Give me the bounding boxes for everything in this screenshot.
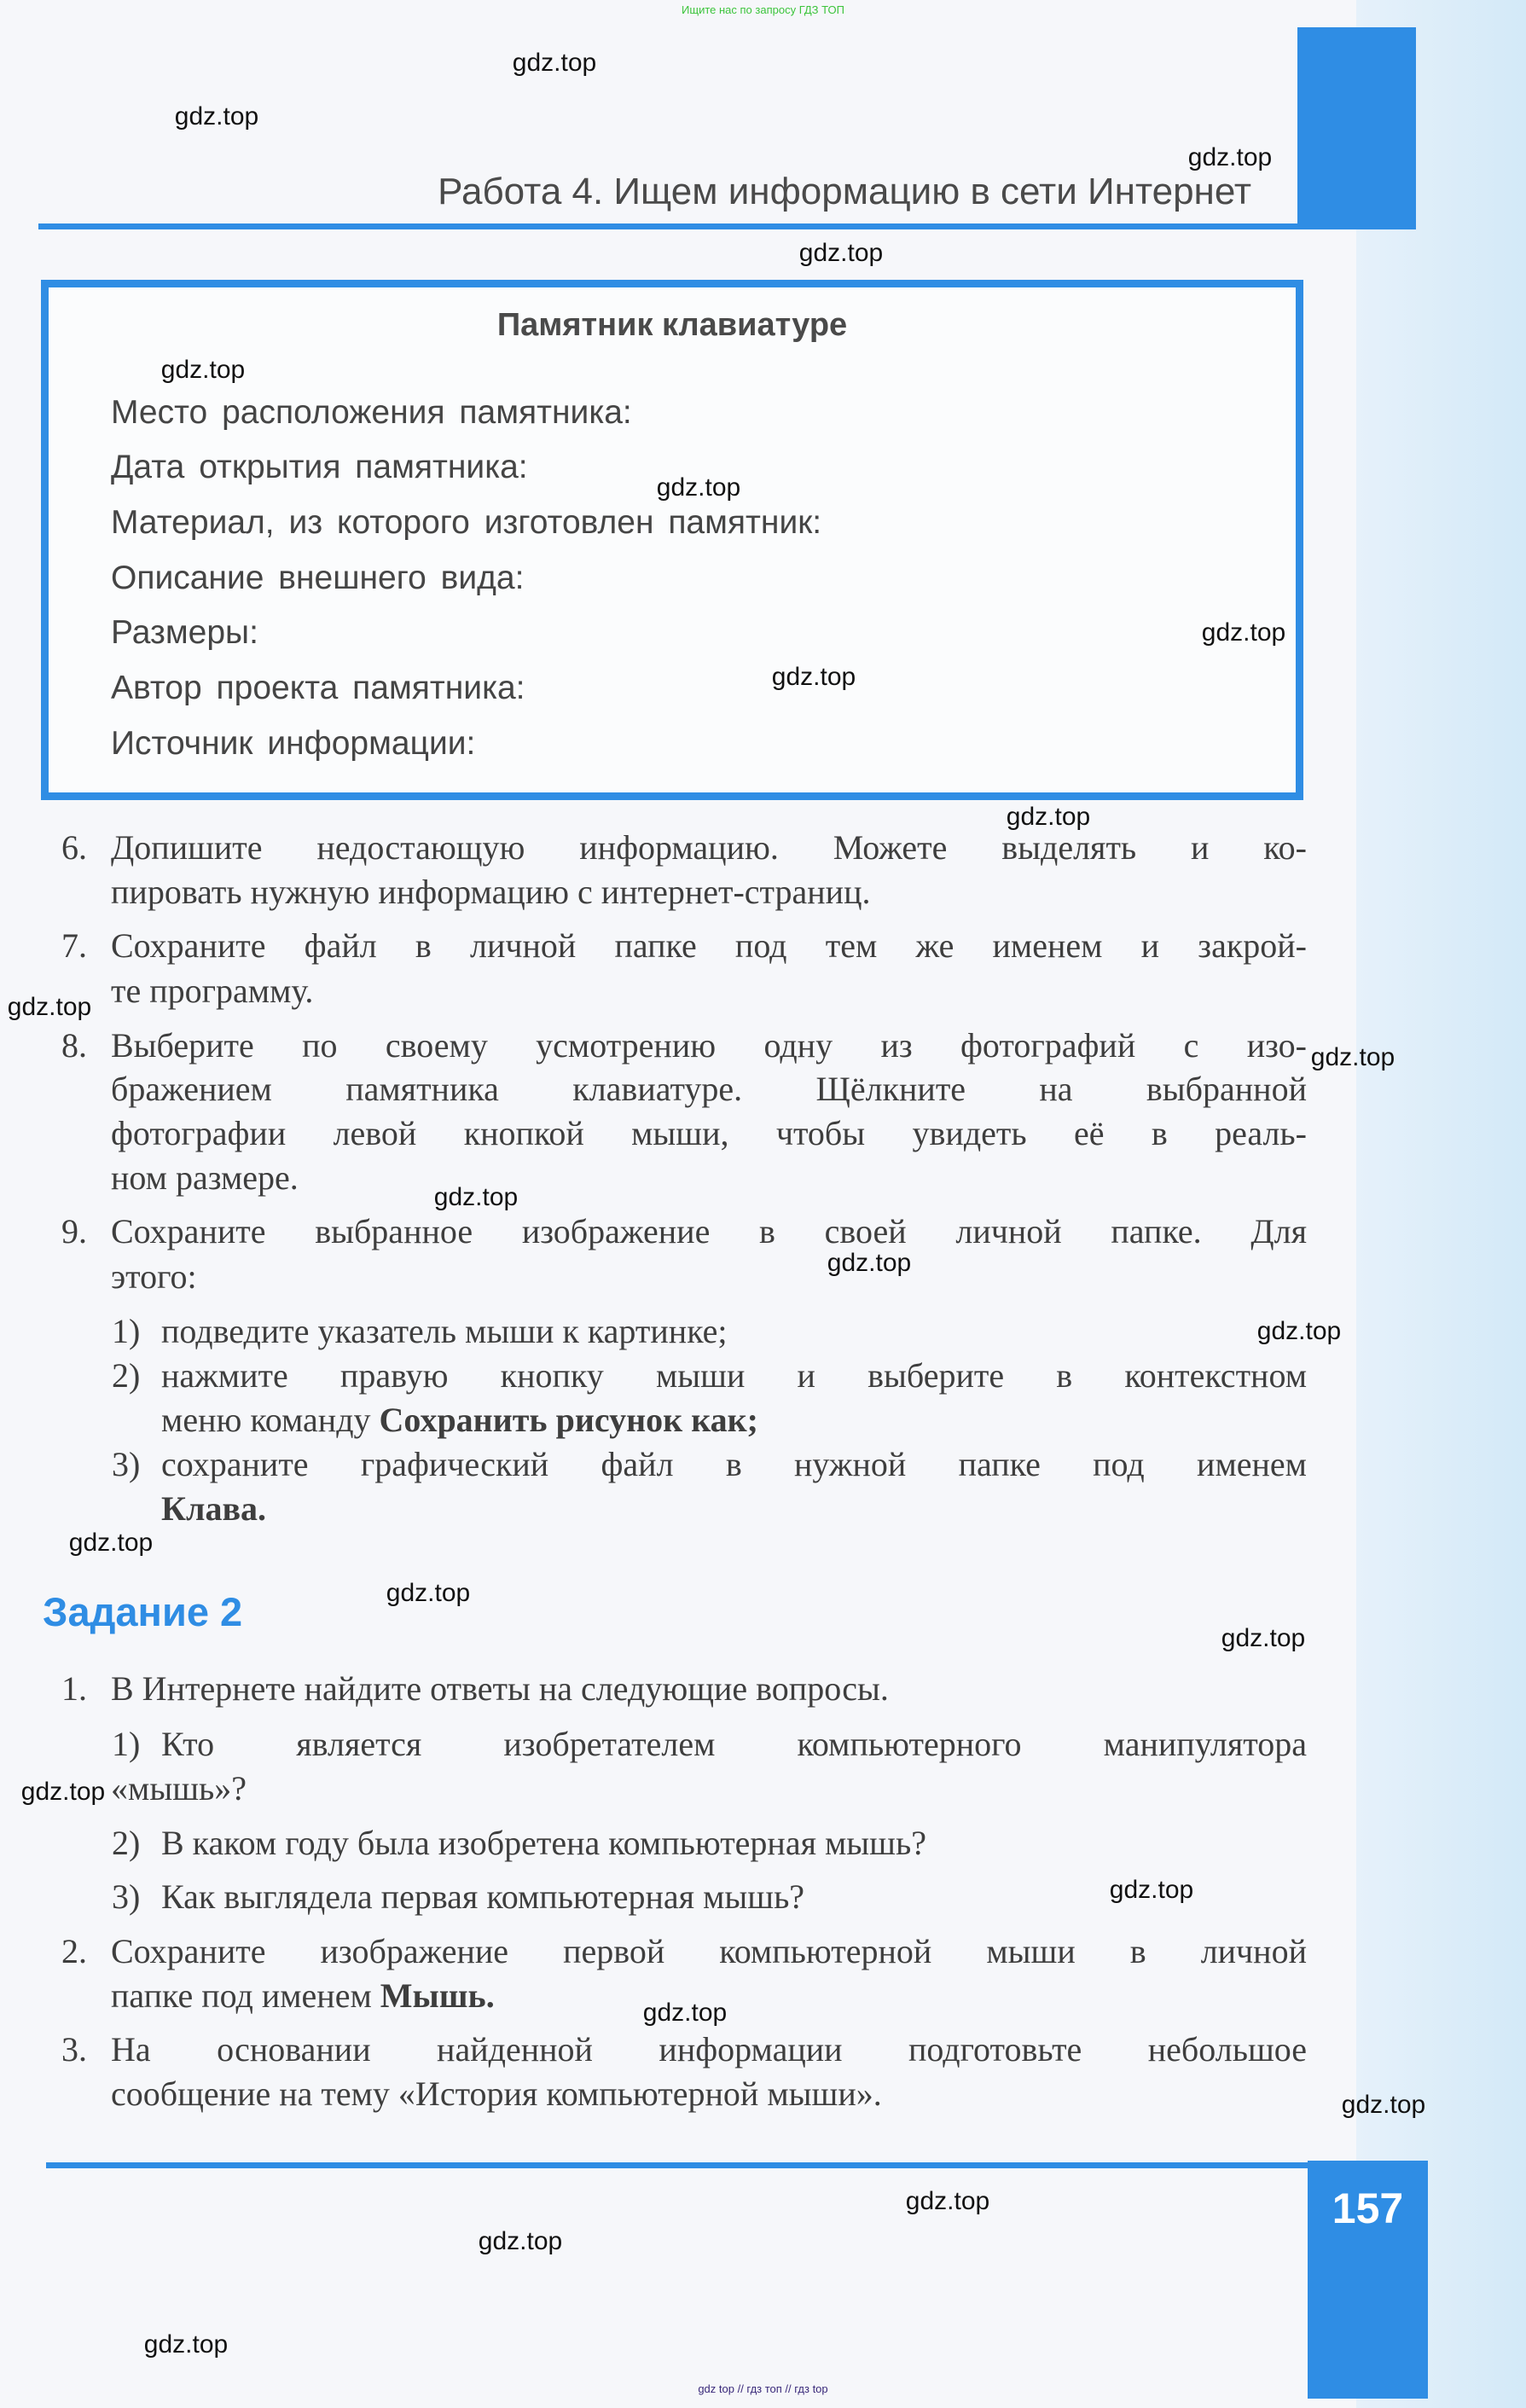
watermark: gdz.top: [827, 1249, 912, 1277]
watermark: gdz.top: [1221, 1624, 1306, 1652]
substep-number: 1): [112, 1312, 141, 1350]
box-field: Автор проекта памятника:: [111, 670, 525, 706]
footer-note: gdz top // гдз топ // гдз top: [698, 2382, 828, 2395]
box-field: Источник информации:: [111, 725, 476, 762]
question-line: На основании найденной информации подготовьте небольшое: [111, 2030, 1307, 2069]
watermark: gdz.top: [174, 102, 259, 131]
substep-number: 2): [112, 1356, 141, 1395]
step-line: бражением памятника клавиатуре. Щёлкните на выбранной: [111, 1070, 1307, 1108]
substep-line: подведите указатель мыши к картинке;: [161, 1312, 728, 1350]
watermark: gdz.top: [1201, 618, 1286, 647]
watermark: gdz.top: [656, 473, 741, 502]
question-number: 2.: [61, 1932, 87, 1970]
subquestion-number: 2): [112, 1824, 141, 1862]
box-field: Описание внешнего вида:: [111, 560, 525, 596]
question-line: сообщение на тему «История компьютерной мыши».: [111, 2074, 882, 2113]
step-line: те программу.: [111, 972, 314, 1010]
subquestion-line: Как выглядела первая компьютерная мышь?: [161, 1877, 805, 1916]
watermark: gdz.top: [68, 1529, 154, 1557]
file-name: Клава.: [161, 1489, 267, 1528]
watermark: gdz.top: [143, 2330, 229, 2359]
watermark: gdz.top: [1187, 143, 1273, 171]
subquestion-line: В каком году была изобретена компьютерная мышь?: [161, 1824, 926, 1862]
watermark: gdz.top: [160, 356, 246, 384]
question-number: 3.: [61, 2030, 87, 2069]
watermark: gdz.top: [386, 1579, 471, 1607]
top-note: Ищите нас по запросу ГДЗ ТОП: [682, 3, 844, 16]
task-heading: Задание 2: [43, 1589, 243, 1634]
substep-line: [161, 1400, 758, 1440]
watermark: gdz.top: [1109, 1876, 1194, 1904]
watermark: gdz.top: [642, 1999, 728, 2027]
watermark: gdz.top: [1310, 1043, 1395, 1071]
page-edge-strip: [1356, 0, 1526, 2408]
question-line: Сохраните изображение первой компьютерной мыши в личной: [111, 1932, 1307, 1970]
step-line: Сохраните файл в личной папке под тем же именем и закрой-: [111, 926, 1307, 965]
step-line: ном размере.: [111, 1158, 299, 1197]
subquestion-line: Кто является изобретателем компьютерного манипулятора: [161, 1725, 1307, 1763]
step-line: фотографии левой кнопкой мыши, чтобы увидеть её в реаль-: [111, 1114, 1307, 1152]
footer-divider: [46, 2162, 1308, 2168]
question-line: В Интернете найдите ответы на следующие вопросы.: [111, 1669, 889, 1708]
watermark: gdz.top: [798, 239, 884, 267]
question-line: [111, 1976, 495, 2016]
step-number: 6.: [61, 828, 87, 867]
watermark: gdz.top: [7, 993, 92, 1021]
step-number: 8.: [61, 1026, 87, 1065]
box-field: Размеры:: [111, 614, 258, 651]
substep-line: нажмите правую кнопку мыши и выберите в контекстном: [161, 1356, 1307, 1395]
text: папке под именем: [111, 1976, 380, 2015]
step-line: этого:: [111, 1257, 197, 1296]
subquestion-line: «мышь»?: [111, 1769, 247, 1807]
question-number: 1.: [61, 1669, 87, 1708]
step-line: пировать нужную информацию с интернет-страниц.: [111, 873, 871, 911]
watermark: gdz.top: [1006, 803, 1091, 831]
watermark: gdz.top: [433, 1183, 519, 1211]
subquestion-number: 3): [112, 1877, 141, 1916]
watermark: gdz.top: [905, 2187, 990, 2215]
step-line: Сохраните выбранное изображение в своей личной папке. Для: [111, 1212, 1307, 1250]
file-name: Мышь.: [380, 1976, 495, 2015]
box-field: Место расположения памятника:: [111, 394, 632, 431]
watermark: gdz.top: [478, 2227, 563, 2255]
watermark: gdz.top: [512, 49, 597, 77]
page-number: 157: [1332, 2185, 1404, 2232]
subquestion-number: 1): [112, 1725, 141, 1763]
step-number: 9.: [61, 1212, 87, 1250]
header-tab: [1297, 27, 1416, 226]
box-field: Материал, из которого изготовлен памятник:: [111, 504, 822, 541]
watermark: gdz.top: [771, 663, 856, 691]
step-line: Допишите недостающую информацию. Можете выделять и ко-: [111, 828, 1307, 867]
substep-line: сохраните графический файл в нужной папке под именем: [161, 1445, 1307, 1483]
substep-line: [161, 1488, 266, 1529]
watermark: gdz.top: [1256, 1317, 1342, 1345]
step-number: 7.: [61, 926, 87, 965]
text: меню команду: [161, 1401, 380, 1439]
command-name: Сохранить рисунок как;: [379, 1401, 758, 1439]
watermark: gdz.top: [20, 1778, 106, 1806]
header-divider: [38, 223, 1416, 229]
step-line: Выберите по своему усмотрению одну из фотографий с изо-: [111, 1026, 1307, 1065]
box-title: Памятник клавиатуре: [496, 307, 848, 343]
box-field: Дата открытия памятника:: [111, 449, 528, 485]
substep-number: 3): [112, 1445, 141, 1483]
page-title: Работа 4. Ищем информацию в сети Интернет: [438, 171, 1251, 212]
watermark: gdz.top: [1341, 2091, 1426, 2119]
